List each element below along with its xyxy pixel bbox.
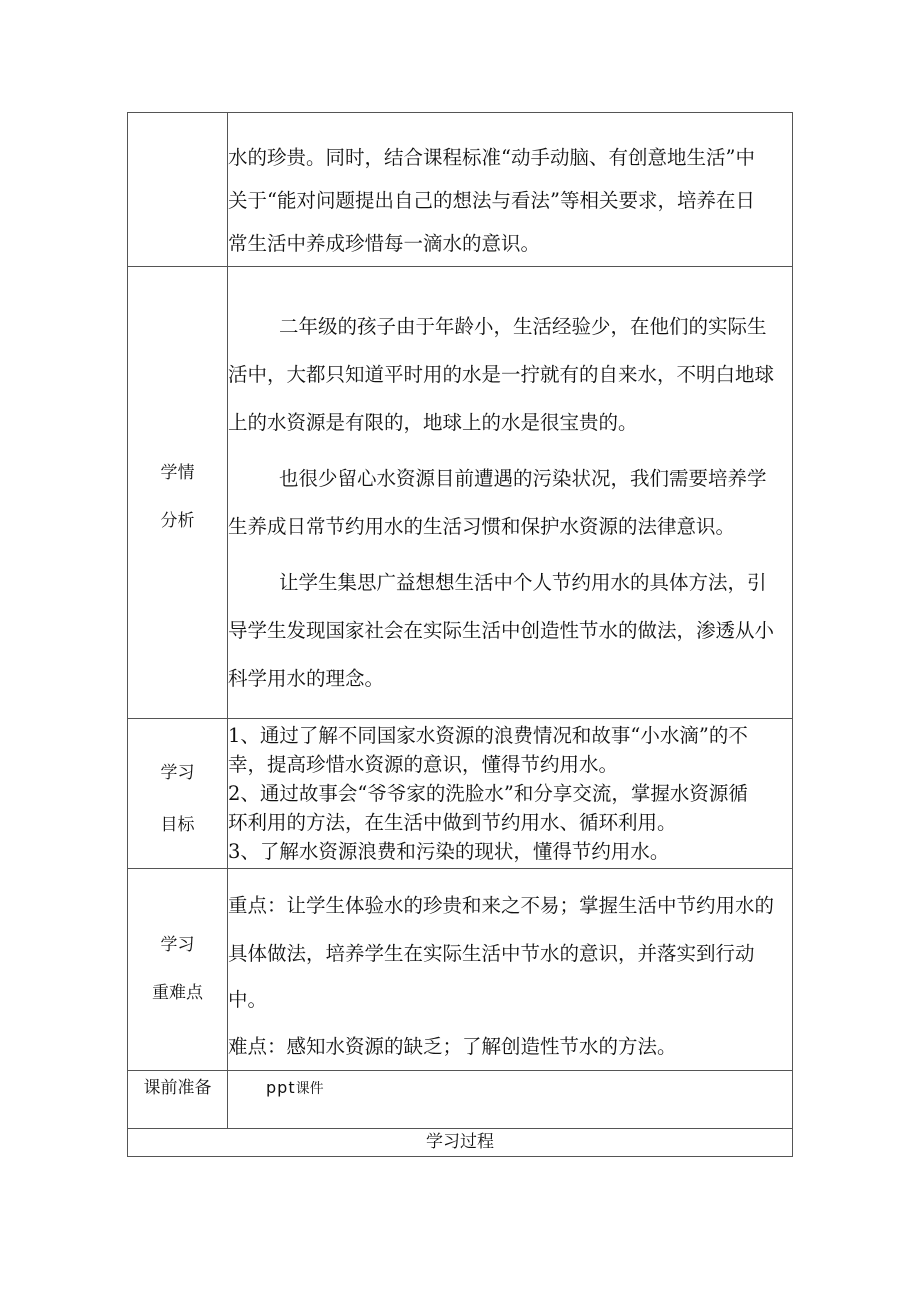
goal-2-line-2: 环利用的方法，在生活中做到节约用水、循环利用。 [228,811,677,834]
analysis-content-cell [228,267,793,719]
analysis-label-cell [128,267,228,719]
focus-line-2: 具体做法，培养学生在实际生活中节水的意识，并落实到行动 [228,942,755,965]
lesson-plan-table [127,112,793,1157]
analysis-p1-line-2: 活中，大都只知道平时用的水是一拧就有的自来水，不明白地球 [228,363,775,386]
intro-content-cell [228,113,793,267]
key-points-row [128,869,793,1071]
goals-label-line-2: 目标 [160,815,195,835]
preparation-row [128,1071,793,1129]
analysis-p1-line-3: 上的水资源是有限的，地球上的水是很宝贵的。 [228,411,638,434]
intro-line-1: 水的珍贵。同时，结合课程标准“动手动脑、有创意地生活”中 [228,146,755,169]
goal-2-line-1: 2、通过故事会“爷爷家的洗脸水”和分享交流，掌握水资源循 [228,782,748,805]
difficulty-line: 难点：感知水资源的缺乏；了解创造性节水的方法。 [228,1035,677,1058]
goals-content-cell [228,719,793,869]
analysis-p3-line-2: 导学生发现国家社会在实际生活中创造性节水的做法，渗透从小 [228,619,775,642]
key-points-content-cell [228,869,793,1071]
preparation-value-main: ppt [266,1078,296,1097]
analysis-p2-line-1: 也很少留心水资源目前遭遇的污染状况，我们需要培养学 [279,467,767,490]
preparation-value-suffix: 课件 [295,1081,324,1097]
goals-row [128,719,793,869]
intro-row [128,113,793,267]
focus-line-1: 重点：让学生体验水的珍贵和来之不易；掌握生活中节约用水的 [228,894,775,917]
analysis-row [128,267,793,719]
goals-label-line-1: 学习 [160,763,195,783]
analysis-p3-line-3: 科学用水的理念。 [228,667,385,690]
analysis-p1-line-1: 二年级的孩子由于年龄小，生活经验少，在他们的实际生 [279,315,767,338]
goals-label-cell [128,719,228,869]
preparation-content-cell [228,1071,793,1129]
key-points-label-line-1: 学习 [160,935,195,955]
preparation-label-cell [128,1071,228,1129]
goal-1-line-2: 幸，提高珍惜水资源的意识，懂得节约用水。 [228,753,619,776]
goal-3-line-1: 3、了解水资源浪费和污染的现状，懂得节约用水。 [228,840,670,863]
intro-line-3: 常生活中养成珍惜每一滴水的意识。 [228,232,541,255]
key-points-label-line-2: 重难点 [152,983,203,1003]
preparation-value [228,1071,792,1102]
analysis-p3-line-1: 让学生集思广益想想生活中个人节约用水的具体方法，引 [279,571,767,594]
analysis-label-line-2: 分析 [160,511,195,531]
focus-line-3: 中。 [228,988,268,1011]
process-title-cell [128,1129,793,1157]
preparation-label: 课前准备 [143,1078,212,1098]
analysis-p2-line-2: 生养成日常节约用水的生活习惯和保护水资源的法律意识。 [228,515,736,538]
process-row [128,1129,793,1157]
intro-line-2: 关于“能对问题提出自己的想法与看法”等相关要求，培养在日 [228,189,755,212]
analysis-label-line-1: 学情 [160,463,195,483]
goal-1-line-1: 1、通过了解不同国家水资源的浪费情况和故事“小水滴”的不 [228,724,748,747]
intro-label-cell [128,113,228,267]
key-points-label-cell [128,869,228,1071]
process-title: 学习过程 [426,1132,494,1152]
